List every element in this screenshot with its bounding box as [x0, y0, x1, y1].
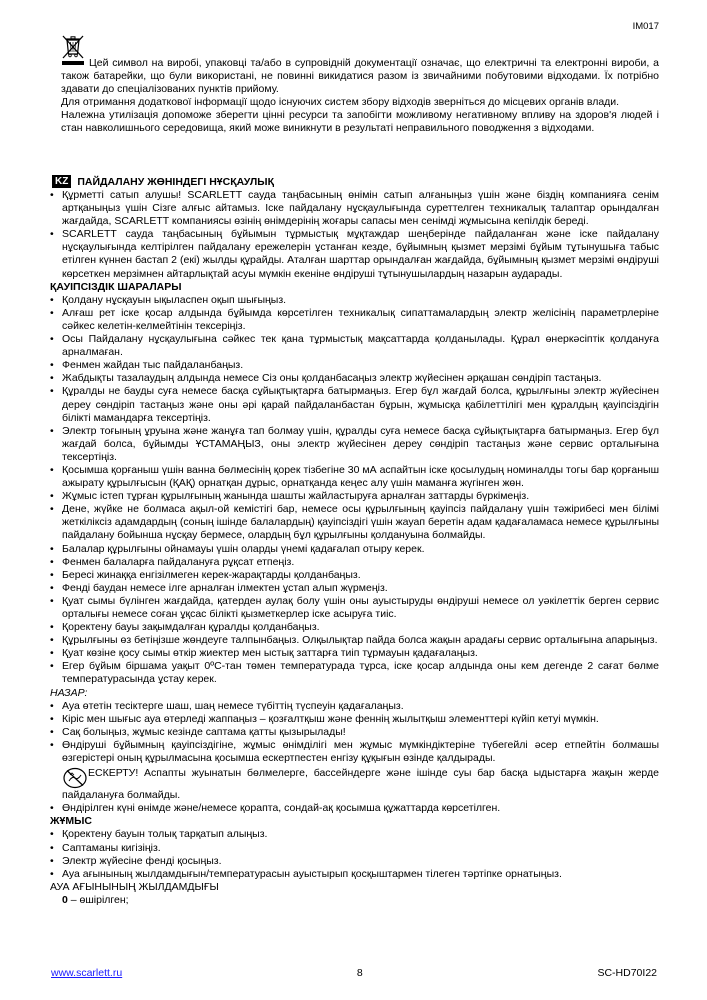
caution-note — [50, 765, 659, 802]
list-item: • Қолдану нұсқауын ықыласпен оқып шығыңыз. — [50, 294, 659, 307]
list-item: • Электр жүйесіне фенді қосыңыз. — [50, 855, 659, 868]
list-item: • Осы Пайдалану нұсқаулығына сәйкес тек қана тұрмыстық мақсаттарда қолданылады. Құрал өнеркәсіптік қолдануға арналмаған. — [50, 333, 659, 359]
airflow-label: – өшірілген; — [67, 893, 129, 906]
list-item: • Өндірілген күні өнімде және/немесе қорапта, сондай-ақ қосымша құжаттарда көрсетілген. — [50, 802, 659, 815]
website-link[interactable]: www.scarlett.ru — [51, 967, 123, 979]
list-item: • Ауа ағынының жылдамдығын/температурасын ауыстырып қосқыштармен тілеген тәртіпке орнатыңыз. — [50, 868, 659, 881]
list-item: • Фенді баудан немесе ілге арналған ілмектен ұстап алып жүрмеңіз. — [50, 582, 659, 595]
operation-heading: ЖҰМЫС — [50, 815, 92, 828]
list-item: • Қоректену бауы зақымдалған құралды қолданбаңыз. — [50, 621, 659, 634]
list-item: • Жұмыс істеп тұрған құрылғының жанында шашты жайластыруға арналған заттарды бүркімеңіз. — [50, 490, 659, 503]
list-item: • Құралды не бауды суға немесе басқа сұйықтықтарға батырмаңыз. Егер бұл жағдай болса, құрылғыны электр жүйесінен дереу сөндіріп тастаңыз және оны әрі қарай пайдаланбастан бұрын, жұмысқа қабілеттілігі мен құралдың қауіпсіздігін білікті мамандарға тексертіңіз. — [50, 385, 659, 424]
list-item: • Қуат сымы бүлінген жағдайда, қатерден аулақ болу үшін оны ауыстыруды өндіруші немесе ол уәкілеттік берген сервис орталығы немесе соған ұқсас білікті қызметкерлер іске асыруға тиіс. — [50, 595, 659, 621]
list-item: • Бересі жинаққа енгізілмеген керек-жарақтарды қолданбаңыз. — [50, 569, 659, 582]
safety-heading: ҚАУІПСІЗДІК ШАРАЛАРЫ — [50, 280, 182, 293]
list-item: • Қоректену бауын толық тарқатып алыңыз. — [50, 828, 659, 841]
disposal-paragraph-3: Належна утилізація допоможе зберегти цінні ресурси та запобігти можливому негативному впливу на здоров'я людей і стан навколишнього середовища, який може виникнути в результаті неправильного поводження з відходами. — [61, 109, 659, 134]
list-item: • SCARLETT сауда таңбасының бұйымын тұрмыстық мұқтаждар шеңберінде пайдаланған және іске пайдалану нұсқаулығында келтірілген пайдалану ережелерін ұстанған кезде, бұйымның қызмет мерзімі бұйым тұтынушыға табыс етілген күннен бастап 2 (екі) жылды құрайды. Аталған шарттар орындалған жағдайда, бұйымның қызмет мерзімі өндіруші көрсеткен мерзімнен айтарлықтай асуы мүмкін екеніне өндіруші тұтынушылардың назарын аударады. — [50, 228, 659, 280]
list-item: • Жабдықты тазалаудың алдында немесе Сіз оны қолданбасаңыз электр жүйесінен әрқашан сөндіріп тастаңыз. — [50, 372, 659, 385]
list-item: • Дене, жүйке не болмаса ақыл-ой кемістігі бар, немесе осы құрылғының қауіпсіз пайдалану үшін тәжірибесі мен білімі жеткіліксіз адамдардың (соның ішінде балалардың) қауіпсіздігі үшін жауап беретін адам қадағаламаса немесе құрылғыны пайдалану бойынша нұсқау бермесе, олардың бұл құрылғыны қолдануына болмайды. — [50, 503, 659, 542]
list-item: • Ауа өтетін тесіктерге шаш, шаң немесе түбіттің түспеуін қадағалаңыз. — [50, 700, 659, 713]
no-water-warning-icon — [62, 767, 88, 789]
airflow-value: 0 — [62, 893, 68, 906]
section-title: ПАЙДАЛАНУ ЖӨНІНДЕГІ НҰСҚАУЛЫҚ — [77, 175, 274, 188]
list-item: • Балалар құрылғыны ойнамауы үшін оларды үнемі қадағалап отыру керек. — [50, 543, 659, 556]
list-item: • Сақ болыңыз, жұмыс кезінде саптама қатты қызырылады! — [50, 726, 659, 739]
attention-heading: НАЗАР: — [50, 686, 88, 699]
model-code: SC-HD70I22 — [597, 967, 657, 979]
language-badge: KZ — [52, 175, 71, 188]
list-item: • Құрметті сатып алушы! SCARLETT сауда таңбасының өнімін сатып алғаныңыз үшін және біздің компанияға сенім артқаныңыз үшін Сізге алғыс айтамыз. Іске пайдалану нұсқаулығында суреттелген техникалық талаптар орындалған жағдайда, SCARLETT компаниясы өзінің өнімдерінің жоғары сапасы мен сенімді жұмысына кепілдік береді. — [50, 189, 659, 228]
disposal-paragraph-2: Для отримання додаткової інформації щодо існуючих систем збору відходів зверніться до місцевих органів влади. — [61, 96, 620, 108]
list-item: • Электр тоғының ұруына және жанұға тап болмау үшін, құралды суға немесе басқа сұйықтықтарға батырмаңыз. Егер бұл жағдай болса, бұйымды ҰСТАМАҢЫЗ, оны электр жүйесінен дереу сөндіріп тастаңыз және сервис орталығына тексертіңіз. — [50, 425, 659, 464]
caution-text: ЕСКЕРТУ! Аспапты жуынатын бөлмелерге, бассейндерге және ішінде суы бар басқа ыдыстарға жақын жерде пайдалануға болмайды. — [62, 767, 659, 802]
page-number: 8 — [356, 967, 363, 979]
list-item: • Фенмен жайдан тыс пайдаланбаңыз. — [50, 359, 659, 372]
list-item: • Фенмен балаларға пайдалануға рұқсат етпеңіз. — [50, 556, 659, 569]
kz-section-heading — [52, 175, 274, 188]
list-item: • Егер бұйым біршама уақыт 0ºC-тан төмен температурада тұрса, іске қосар алдында оны кем дегенде 2 сағат бөлме температурасында ұстау керек. — [50, 660, 659, 686]
disposal-paragraph-1: Цей символ на виробі, упаковці та/або в супровідній документації означає, що електричні та електронні вироби, а також батарейки, що були використані, не повинні викидатися разом із звичайними побутовими відходами. Їх потрібно здавати до спеціалізованих пунктів прийому. — [61, 57, 659, 95]
kz-instructions — [50, 189, 659, 907]
list-item: • Саптаманы кигізіңіз. — [50, 842, 659, 855]
airflow-heading: АУА АҒЫНЫНЫҢ ЖЫЛДАМДЫҒЫ — [50, 880, 219, 893]
list-item: • Құрылғыны өз бетіңізше жөндеуге талпынбаңыз. Олқылықтар пайда болса жақын арадағы сервис орталығына апарыңыз. — [50, 634, 659, 647]
list-item: • Алғаш рет іске қосар алдында бұйымда көрсетілген техникалық сипаттамалардың электр желісінің параметрлеріне сәйкес келетін-келмейтінін тексеріңіз. — [50, 307, 659, 333]
list-item: • Қосымша қорғаныш үшін ванна бөлмесінің қорек тізбегіне 30 мА аспайтын іске қосылудың номиналды тогы бар қорғаныш ажырату құрылғысын (ҚАҚ) орнатқан дұрыс, орнатқанда кеңес алу үшін маманға жүгінген жөн. — [50, 464, 659, 490]
list-item: • Өндіруші бұйымның қауіпсіздігіне, жұмыс өнімділігі мен жұмыс мүмкіндіктеріне түбегейлі әсер етпейтін болмашы өзгерістері оның құрылмасына қосымша ескертпестен енгізу құқығын өзінде қалдырады. — [50, 739, 659, 765]
list-item: • Кіріс мен шығыс ауа өтерледі жаппаңыз – қозғалтқыш және феннің жылытқыш элементтері күйіп кетуі мүмкін. — [50, 713, 659, 726]
list-item: • Қуат көзіне қосу сымы өткір жиектер мен ыстық заттарға тиіп тұрмауын қадағалаңыз. — [50, 647, 659, 660]
document-code: IM017 — [632, 21, 659, 32]
airflow-option — [50, 894, 659, 907]
page-footer — [51, 967, 657, 979]
disposal-notice — [61, 57, 659, 135]
